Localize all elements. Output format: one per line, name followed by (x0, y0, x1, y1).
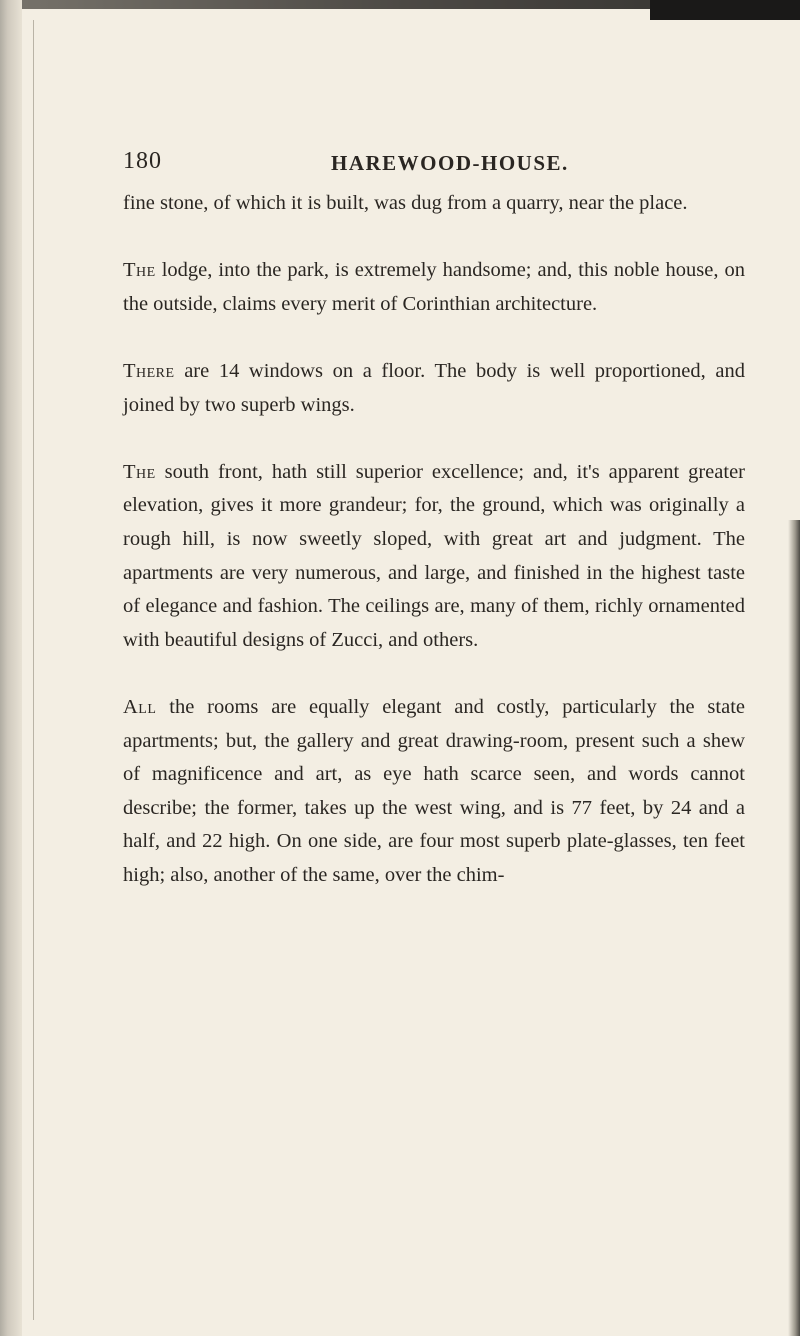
binding-edge-top-right (650, 0, 800, 20)
binding-edge-right (788, 520, 800, 1336)
running-head: HAREWOOD-HOUSE. (331, 151, 569, 175)
paragraph-text: fine stone, of which it is built, was dug from a quarry, near the place. (123, 192, 688, 214)
paragraph-text: lodge, into the park, is extremely handsome; and, this noble house, on the outside, claims every merit of Corinthian architecture. (123, 259, 745, 315)
page-number: 180 (123, 148, 162, 174)
paragraph-text: are 14 windows on a floor. The body is well proportioned, and joined by two superb wings. (123, 359, 745, 416)
page-fold-line (33, 20, 34, 1320)
paragraph-5 (123, 691, 745, 893)
paragraph-lead: The (123, 259, 156, 282)
binding-edge-left (0, 0, 22, 1336)
paragraph-lead: All (123, 695, 157, 718)
paragraph-lead: The (123, 460, 156, 483)
paragraph-lead: There (123, 359, 175, 382)
page-header (123, 148, 743, 188)
paragraph-text: south front, hath still superior excellence; and, it's apparent greater elevation, gives it more grandeur; for, the ground, which was originally a rough hill, is now sweetly sloped, with great art and judgment. The apartments are very numerous, and large, and finished in the highest taste of elegance and fashion. The ceilings are, many of them, richly ornamented with beautiful designs of Zucci, and others. (123, 460, 745, 651)
paragraph-4 (123, 456, 745, 658)
paragraph-2 (123, 254, 745, 321)
paragraph-text: the rooms are equally elegant and costly, particularly the state apartments; but, the gallery and great drawing-room, present such a shew of magnificence and art, as eye hath scarce seen, and words cannot describe; the former, takes up the west wing, and is 77 feet, by 24 and a half, and 22 high. On one side, are four most superb plate-glasses, ten feet high; also, another of the same, over the chim- (123, 695, 745, 886)
body-text (123, 187, 745, 892)
paragraph-1 (123, 187, 745, 221)
paragraph-3 (123, 355, 745, 422)
